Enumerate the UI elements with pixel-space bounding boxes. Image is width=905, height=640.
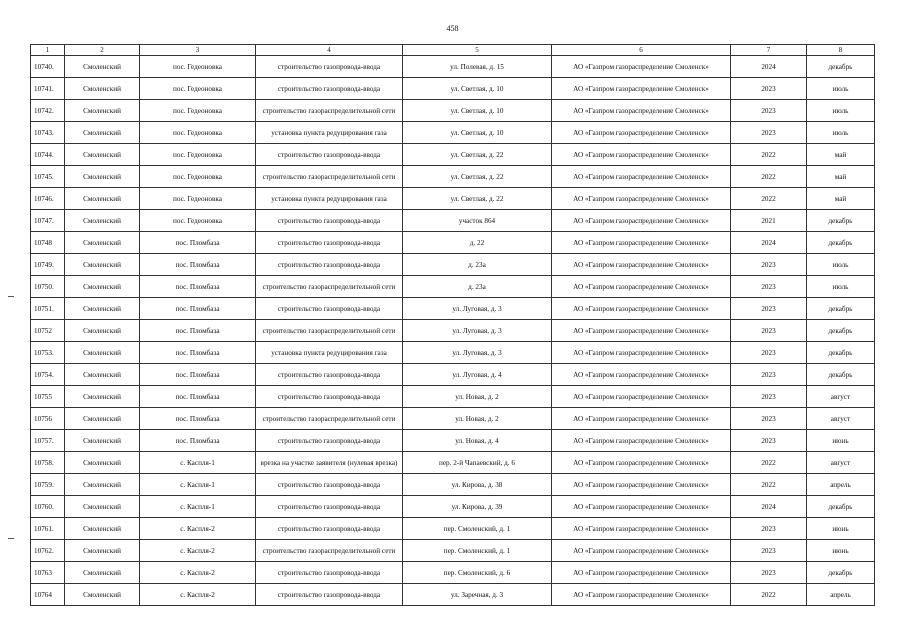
settlement-cell: пос. Гедеоновка [140, 122, 256, 144]
table-body [31, 56, 875, 606]
row-number-cell: 10760. [31, 496, 65, 518]
address-cell: участок 864 [403, 210, 552, 232]
month-cell: декабрь [807, 496, 875, 518]
work-type-cell: строительство газопровода-ввода [256, 386, 403, 408]
month-cell: декабрь [807, 232, 875, 254]
settlement-cell: пос. Пломбаза [140, 342, 256, 364]
table-row [31, 474, 875, 496]
settlement-cell: с. Каспля-1 [140, 474, 256, 496]
row-number-cell: 10757. [31, 430, 65, 452]
month-cell: май [807, 188, 875, 210]
table-row [31, 386, 875, 408]
district-cell: Смоленский [65, 386, 140, 408]
settlement-cell: пос. Гедеоновка [140, 56, 256, 78]
organization-cell: АО «Газпром газораспределение Смоленск» [552, 562, 731, 584]
table-row [31, 408, 875, 430]
district-cell: Смоленский [65, 232, 140, 254]
row-number-cell: 10759. [31, 474, 65, 496]
year-cell: 2022 [731, 188, 807, 210]
settlement-cell: с. Каспля-2 [140, 518, 256, 540]
month-cell: май [807, 144, 875, 166]
district-cell: Смоленский [65, 188, 140, 210]
table-row [31, 430, 875, 452]
district-cell: Смоленский [65, 584, 140, 606]
work-type-cell: врезка на участке заявителя (нулевая врезка) [256, 452, 403, 474]
address-cell: д. 23а [403, 276, 552, 298]
address-cell: ул. Новая, д. 4 [403, 430, 552, 452]
work-type-cell: установка пункта редуцирования газа [256, 188, 403, 210]
settlement-cell: пос. Гедеоновка [140, 210, 256, 232]
organization-cell: АО «Газпром газораспределение Смоленск» [552, 56, 731, 78]
organization-cell: АО «Газпром газораспределение Смоленск» [552, 320, 731, 342]
column-header: 4 [256, 45, 403, 56]
work-type-cell: строительство газопровода-ввода [256, 254, 403, 276]
year-cell: 2023 [731, 540, 807, 562]
district-cell: Смоленский [65, 408, 140, 430]
district-cell: Смоленский [65, 320, 140, 342]
organization-cell: АО «Газпром газораспределение Смоленск» [552, 254, 731, 276]
work-type-cell: строительство газопровода-ввода [256, 562, 403, 584]
organization-cell: АО «Газпром газораспределение Смоленск» [552, 166, 731, 188]
work-type-cell: строительство газопровода-ввода [256, 210, 403, 232]
row-number-cell: 10752 [31, 320, 65, 342]
district-cell: Смоленский [65, 342, 140, 364]
margin-mark-top [8, 296, 14, 297]
address-cell: д. 22 [403, 232, 552, 254]
district-cell: Смоленский [65, 276, 140, 298]
organization-cell: АО «Газпром газораспределение Смоленск» [552, 474, 731, 496]
month-cell: декабрь [807, 210, 875, 232]
row-number-cell: 10745. [31, 166, 65, 188]
year-cell: 2024 [731, 496, 807, 518]
row-number-cell: 10756 [31, 408, 65, 430]
year-cell: 2023 [731, 122, 807, 144]
month-cell: июль [807, 78, 875, 100]
district-cell: Смоленский [65, 144, 140, 166]
organization-cell: АО «Газпром газораспределение Смоленск» [552, 100, 731, 122]
month-cell: декабрь [807, 320, 875, 342]
address-cell: ул. Заречная, д. 3 [403, 584, 552, 606]
organization-cell: АО «Газпром газораспределение Смоленск» [552, 386, 731, 408]
row-number-cell: 10763 [31, 562, 65, 584]
year-cell: 2023 [731, 342, 807, 364]
work-type-cell: строительство газопровода-ввода [256, 518, 403, 540]
work-type-cell: строительство газораспределительной сети [256, 320, 403, 342]
settlement-cell: пос. Пломбаза [140, 298, 256, 320]
work-type-cell: строительство газопровода-ввода [256, 298, 403, 320]
month-cell: июнь [807, 430, 875, 452]
district-cell: Смоленский [65, 452, 140, 474]
district-cell: Смоленский [65, 430, 140, 452]
address-cell: ул. Светлая, д. 22 [403, 188, 552, 210]
district-cell: Смоленский [65, 540, 140, 562]
row-number-cell: 10754. [31, 364, 65, 386]
address-cell: ул. Светлая, д. 10 [403, 122, 552, 144]
settlement-cell: пос. Пломбаза [140, 320, 256, 342]
district-cell: Смоленский [65, 78, 140, 100]
table-row [31, 298, 875, 320]
address-cell: ул. Кирова, д. 39 [403, 496, 552, 518]
settlement-cell: пос. Пломбаза [140, 364, 256, 386]
year-cell: 2023 [731, 254, 807, 276]
year-cell: 2022 [731, 474, 807, 496]
organization-cell: АО «Газпром газораспределение Смоленск» [552, 408, 731, 430]
organization-cell: АО «Газпром газораспределение Смоленск» [552, 540, 731, 562]
district-cell: Смоленский [65, 298, 140, 320]
settlement-cell: с. Каспля-2 [140, 584, 256, 606]
work-type-cell: строительство газораспределительной сети [256, 166, 403, 188]
year-cell: 2024 [731, 56, 807, 78]
address-cell: ул. Светлая, д. 22 [403, 166, 552, 188]
address-cell: ул. Светлая, д. 10 [403, 100, 552, 122]
work-type-cell: установка пункта редуцирования газа [256, 342, 403, 364]
year-cell: 2021 [731, 210, 807, 232]
column-header: 2 [65, 45, 140, 56]
year-cell: 2023 [731, 386, 807, 408]
district-cell: Смоленский [65, 210, 140, 232]
row-number-cell: 10744. [31, 144, 65, 166]
table-row [31, 276, 875, 298]
organization-cell: АО «Газпром газораспределение Смоленск» [552, 584, 731, 606]
year-cell: 2023 [731, 562, 807, 584]
table-row [31, 188, 875, 210]
district-cell: Смоленский [65, 122, 140, 144]
work-type-cell: строительство газопровода-ввода [256, 144, 403, 166]
address-cell: пер. Смоленский, д. 1 [403, 540, 552, 562]
column-header: 1 [31, 45, 65, 56]
month-cell: декабрь [807, 342, 875, 364]
column-header: 3 [140, 45, 256, 56]
row-number-cell: 10746. [31, 188, 65, 210]
work-type-cell: строительство газопровода-ввода [256, 56, 403, 78]
table-row [31, 210, 875, 232]
year-cell: 2023 [731, 430, 807, 452]
table-row [31, 254, 875, 276]
month-cell: апрель [807, 584, 875, 606]
row-number-cell: 10762. [31, 540, 65, 562]
month-cell: декабрь [807, 56, 875, 78]
month-cell: июль [807, 122, 875, 144]
address-cell: ул. Светлая, д. 10 [403, 78, 552, 100]
district-cell: Смоленский [65, 364, 140, 386]
month-cell: декабрь [807, 298, 875, 320]
settlement-cell: пос. Гедеоновка [140, 166, 256, 188]
table-row [31, 144, 875, 166]
table-row [31, 540, 875, 562]
month-cell: июль [807, 254, 875, 276]
organization-cell: АО «Газпром газораспределение Смоленск» [552, 188, 731, 210]
year-cell: 2023 [731, 276, 807, 298]
row-number-cell: 10753. [31, 342, 65, 364]
settlement-cell: пос. Пломбаза [140, 254, 256, 276]
district-cell: Смоленский [65, 562, 140, 584]
work-type-cell: строительство газопровода-ввода [256, 78, 403, 100]
year-cell: 2022 [731, 584, 807, 606]
page-number: 458 [446, 24, 459, 33]
organization-cell: АО «Газпром газораспределение Смоленск» [552, 364, 731, 386]
settlement-cell: с. Каспля-2 [140, 562, 256, 584]
address-cell: пер. Смоленский, д. 6 [403, 562, 552, 584]
month-cell: август [807, 408, 875, 430]
address-cell: ул. Луговая, д. 3 [403, 298, 552, 320]
month-cell: апрель [807, 474, 875, 496]
table-row [31, 320, 875, 342]
work-type-cell: строительство газопровода-ввода [256, 232, 403, 254]
column-header: 5 [403, 45, 552, 56]
organization-cell: АО «Газпром газораспределение Смоленск» [552, 122, 731, 144]
settlement-cell: пос. Гедеоновка [140, 100, 256, 122]
organization-cell: АО «Газпром газораспределение Смоленск» [552, 144, 731, 166]
row-number-cell: 10740. [31, 56, 65, 78]
district-cell: Смоленский [65, 166, 140, 188]
month-cell: июнь [807, 518, 875, 540]
table-row [31, 496, 875, 518]
row-number-cell: 10747. [31, 210, 65, 232]
district-cell: Смоленский [65, 518, 140, 540]
month-cell: июль [807, 100, 875, 122]
table-row [31, 364, 875, 386]
address-cell: ул. Новая, д. 2 [403, 386, 552, 408]
district-cell: Смоленский [65, 474, 140, 496]
row-number-cell: 10761. [31, 518, 65, 540]
settlement-cell: пос. Пломбаза [140, 232, 256, 254]
work-type-cell: строительство газопровода-ввода [256, 364, 403, 386]
address-cell: пер. Смоленский, д. 1 [403, 518, 552, 540]
work-type-cell: строительство газопровода-ввода [256, 474, 403, 496]
row-number-cell: 10748 [31, 232, 65, 254]
row-number-cell: 10749. [31, 254, 65, 276]
year-cell: 2022 [731, 452, 807, 474]
district-cell: Смоленский [65, 56, 140, 78]
address-cell: ул. Кирова, д. 38 [403, 474, 552, 496]
district-cell: Смоленский [65, 254, 140, 276]
month-cell: август [807, 452, 875, 474]
month-cell: июнь [807, 540, 875, 562]
row-number-cell: 10743. [31, 122, 65, 144]
organization-cell: АО «Газпром газораспределение Смоленск» [552, 496, 731, 518]
year-cell: 2023 [731, 518, 807, 540]
table-row [31, 452, 875, 474]
year-cell: 2023 [731, 364, 807, 386]
infrastructure-table [30, 44, 875, 606]
year-cell: 2023 [731, 100, 807, 122]
address-cell: ул. Светлая, д. 22 [403, 144, 552, 166]
table-header-row [31, 45, 875, 56]
address-cell: ул. Новая, д. 2 [403, 408, 552, 430]
organization-cell: АО «Газпром газораспределение Смоленск» [552, 276, 731, 298]
table-row [31, 56, 875, 78]
month-cell: декабрь [807, 364, 875, 386]
column-header: 7 [731, 45, 807, 56]
month-cell: май [807, 166, 875, 188]
table-row [31, 166, 875, 188]
month-cell: август [807, 386, 875, 408]
work-type-cell: строительство газопровода-ввода [256, 496, 403, 518]
organization-cell: АО «Газпром газораспределение Смоленск» [552, 232, 731, 254]
month-cell: декабрь [807, 562, 875, 584]
settlement-cell: пос. Гедеоновка [140, 144, 256, 166]
organization-cell: АО «Газпром газораспределение Смоленск» [552, 518, 731, 540]
settlement-cell: пос. Пломбаза [140, 276, 256, 298]
settlement-cell: пос. Пломбаза [140, 386, 256, 408]
organization-cell: АО «Газпром газораспределение Смоленск» [552, 78, 731, 100]
year-cell: 2022 [731, 144, 807, 166]
address-cell: ул. Луговая, д. 4 [403, 364, 552, 386]
column-header: 6 [552, 45, 731, 56]
table-row [31, 100, 875, 122]
settlement-cell: с. Каспля-1 [140, 452, 256, 474]
month-cell: июль [807, 276, 875, 298]
work-type-cell: строительство газопровода-ввода [256, 430, 403, 452]
row-number-cell: 10758. [31, 452, 65, 474]
table-row [31, 584, 875, 606]
work-type-cell: строительство газораспределительной сети [256, 408, 403, 430]
column-header: 8 [807, 45, 875, 56]
row-number-cell: 10750. [31, 276, 65, 298]
row-number-cell: 10751. [31, 298, 65, 320]
organization-cell: АО «Газпром газораспределение Смоленск» [552, 452, 731, 474]
district-cell: Смоленский [65, 496, 140, 518]
organization-cell: АО «Газпром газораспределение Смоленск» [552, 210, 731, 232]
table-row [31, 518, 875, 540]
row-number-cell: 10741. [31, 78, 65, 100]
address-cell: ул. Луговая, д. 3 [403, 320, 552, 342]
settlement-cell: с. Каспля-2 [140, 540, 256, 562]
organization-cell: АО «Газпром газораспределение Смоленск» [552, 342, 731, 364]
address-cell: ул. Полевая, д. 15 [403, 56, 552, 78]
work-type-cell: строительство газопровода-ввода [256, 584, 403, 606]
row-number-cell: 10742. [31, 100, 65, 122]
table-row [31, 232, 875, 254]
settlement-cell: пос. Гедеоновка [140, 188, 256, 210]
settlement-cell: с. Каспля-1 [140, 496, 256, 518]
table-row [31, 78, 875, 100]
settlement-cell: пос. Пломбаза [140, 430, 256, 452]
organization-cell: АО «Газпром газораспределение Смоленск» [552, 430, 731, 452]
table-row [31, 342, 875, 364]
margin-mark-bottom [8, 538, 14, 539]
work-type-cell: строительство газораспределительной сети [256, 100, 403, 122]
settlement-cell: пос. Гедеоновка [140, 78, 256, 100]
year-cell: 2022 [731, 166, 807, 188]
work-type-cell: установка пункта редуцирования газа [256, 122, 403, 144]
row-number-cell: 10764 [31, 584, 65, 606]
address-cell: д. 23а [403, 254, 552, 276]
row-number-cell: 10755 [31, 386, 65, 408]
work-type-cell: строительство газораспределительной сети [256, 276, 403, 298]
year-cell: 2024 [731, 232, 807, 254]
year-cell: 2023 [731, 78, 807, 100]
year-cell: 2023 [731, 298, 807, 320]
district-cell: Смоленский [65, 100, 140, 122]
address-cell: ул. Луговая, д. 3 [403, 342, 552, 364]
settlement-cell: пос. Пломбаза [140, 408, 256, 430]
table-row [31, 562, 875, 584]
year-cell: 2023 [731, 408, 807, 430]
address-cell: пер. 2-й Чапаевский, д. 6 [403, 452, 552, 474]
table-row [31, 122, 875, 144]
year-cell: 2023 [731, 320, 807, 342]
work-type-cell: строительство газораспределительной сети [256, 540, 403, 562]
organization-cell: АО «Газпром газораспределение Смоленск» [552, 298, 731, 320]
